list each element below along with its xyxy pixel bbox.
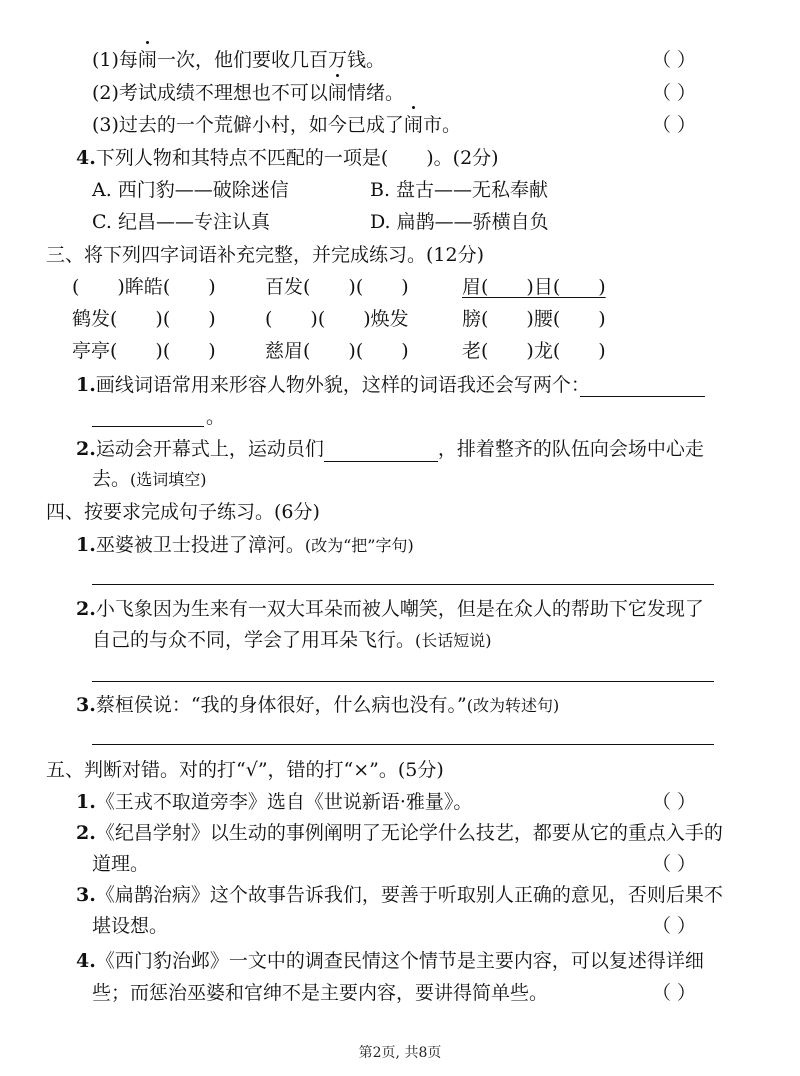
s3-q1-blank-2[interactable]: [92, 402, 204, 427]
q4-option-c[interactable]: C. 纪昌——专注认真: [92, 211, 270, 233]
s5-item-3-line2: 堪设想。: [92, 915, 169, 937]
q4-option-a[interactable]: A. 西门豹——破除迷信: [92, 179, 289, 201]
s3-q2-line2: [92, 466, 207, 493]
s5-item-1-answer[interactable]: （ ）: [652, 791, 697, 813]
q4-question: [76, 145, 499, 171]
s3-q2-note: (选词填空): [130, 470, 207, 489]
s5-item-4: [76, 948, 704, 974]
s4-q3-number: 3.: [76, 694, 96, 716]
s3-q2: [76, 436, 704, 462]
s5-item-2-text: 《纪昌学射》以生动的事例阐明了无论学什么技艺，都要从它的重点入手的: [95, 822, 723, 844]
idiom-1-3[interactable]: 眉( )目( ): [462, 276, 606, 298]
s3-q2-line2-text: 去。: [92, 468, 131, 490]
s5-item-3-number: 3.: [76, 884, 96, 906]
q4-number: 4.: [76, 147, 96, 169]
s4-q1-note: (改为“把”字句): [304, 536, 414, 555]
s4-q2: [76, 596, 704, 622]
q4-option-d[interactable]: D. 扁鹊——骄横自负: [370, 211, 549, 233]
s4-q1-number: 1.: [76, 534, 96, 556]
s5-item-2: [76, 820, 723, 846]
s5-item-4-text: 《西门豹治邺》一文中的调查民情这个情节是主要内容，可以复述得详细: [95, 950, 704, 972]
s3-q2-pre: 运动会开幕式上，运动员们: [95, 438, 324, 460]
s2-item-2: [92, 80, 404, 106]
idiom-3-1[interactable]: 亭亭( )( ): [72, 340, 216, 362]
idiom-1-2[interactable]: 百发( )( ): [265, 276, 409, 298]
s4-q3-text: 蔡桓侯说：“我的身体很好，什么病也没有。”: [95, 694, 467, 716]
s2-item-3-pre: (3)过去的一个荒僻小村，如今已成了: [92, 114, 404, 136]
q4-text: 下列人物和其特点不匹配的一项是( )。(2分): [95, 147, 499, 169]
s2-item-1-mark: 闹: [137, 49, 157, 71]
section-3-title: 三、将下列四字词语补充完整，并完成练习。(12分): [46, 244, 485, 266]
s2-item-3-mark: 闹: [403, 114, 423, 136]
s2-item-2-post: 情绪。: [346, 82, 404, 104]
s2-item-2-pre: (2)考试成绩不理想也不可以: [92, 82, 328, 104]
s4-q2-answer-line[interactable]: [92, 681, 714, 682]
s2-item-3: [92, 112, 461, 138]
s3-q1-text: 画线词语常用来形容人物外貌，这样的词语我还会写两个：: [95, 374, 590, 396]
s4-q2-note: (长话短说): [415, 631, 492, 650]
s4-q3-answer-line[interactable]: [92, 744, 714, 745]
s3-q1: [76, 372, 590, 398]
s3-q2-blank[interactable]: [324, 439, 438, 462]
s2-item-3-post: 市。: [422, 114, 461, 136]
idiom-2-2[interactable]: ( )( )焕发: [265, 308, 409, 330]
s4-q2-line2-text: 自己的与众不同，学会了用耳朵飞行。: [92, 629, 416, 651]
s5-item-1-number: 1.: [76, 791, 96, 813]
s5-item-2-answer[interactable]: （ ）: [652, 853, 697, 875]
idiom-1-1[interactable]: ( )眸皓( ): [72, 276, 216, 298]
s5-item-1-text: 《王戎不取道旁李》选自《世说新语·雅量》。: [95, 791, 473, 813]
s2-item-2-mark: 闹: [327, 82, 347, 104]
section-5-title: 五、判断对错。对的打“√”，错的打“×”。(5分): [46, 759, 444, 781]
s4-q2-text: 小飞象因为生来有一双大耳朵而被人嘲笑，但是在众人的帮助下它发现了: [95, 598, 704, 620]
q4-option-b[interactable]: B. 盘古——无私奉献: [370, 179, 549, 201]
s5-item-4-answer[interactable]: （ ）: [652, 982, 697, 1004]
section-4-title: 四、按要求完成句子练习。(6分): [46, 501, 320, 523]
s4-q2-number: 2.: [76, 598, 96, 620]
s5-item-4-line2: 些；而惩治巫婆和官绅不是主要内容，要讲得简单些。: [92, 982, 549, 1004]
s3-q1-blank-1[interactable]: [580, 372, 705, 397]
s4-q1-answer-line[interactable]: [92, 584, 714, 585]
idiom-3-3[interactable]: 老( )龙( ): [462, 340, 606, 362]
s4-q3-note: (改为转述句): [466, 696, 560, 715]
s5-item-4-number: 4.: [76, 950, 96, 972]
idiom-2-1[interactable]: 鹤发( )( ): [72, 308, 216, 330]
s2-item-1: [92, 47, 385, 73]
s4-q2-line2: [92, 627, 492, 654]
s3-q2-number: 2.: [76, 438, 96, 460]
s2-item-1-answer[interactable]: （ ）: [652, 49, 697, 71]
s2-item-3-answer[interactable]: （ ）: [652, 114, 697, 136]
page-footer: 第2页, 共8页: [358, 1045, 442, 1061]
s5-item-2-line2: 道理。: [92, 853, 150, 875]
s4-q3: [76, 692, 559, 719]
idiom-3-2[interactable]: 慈眉( )( ): [265, 340, 409, 362]
s5-item-1: [76, 789, 472, 815]
s3-q1-number: 1.: [76, 374, 96, 396]
s2-item-1-post: 一次，他们要收几百万钱。: [156, 49, 385, 71]
s2-item-1-pre: (1)每: [92, 49, 138, 71]
s5-item-2-number: 2.: [76, 822, 96, 844]
idiom-2-3[interactable]: 膀( )腰( ): [462, 308, 606, 330]
s2-item-2-answer[interactable]: （ ）: [652, 82, 697, 104]
s5-item-3-text: 《扁鹊治病》这个故事告诉我们，要善于听取别人正确的意见，否则后果不: [95, 884, 723, 906]
s4-q1-text: 巫婆被卫士投进了漳河。: [95, 534, 305, 556]
s4-q1: [76, 532, 414, 559]
s3-q2-post: ，排着整齐的队伍向会场中心走: [437, 438, 704, 460]
s5-item-3-answer[interactable]: （ ）: [652, 915, 697, 937]
s3-q1-end: 。: [206, 406, 226, 428]
s5-item-3: [76, 882, 723, 908]
